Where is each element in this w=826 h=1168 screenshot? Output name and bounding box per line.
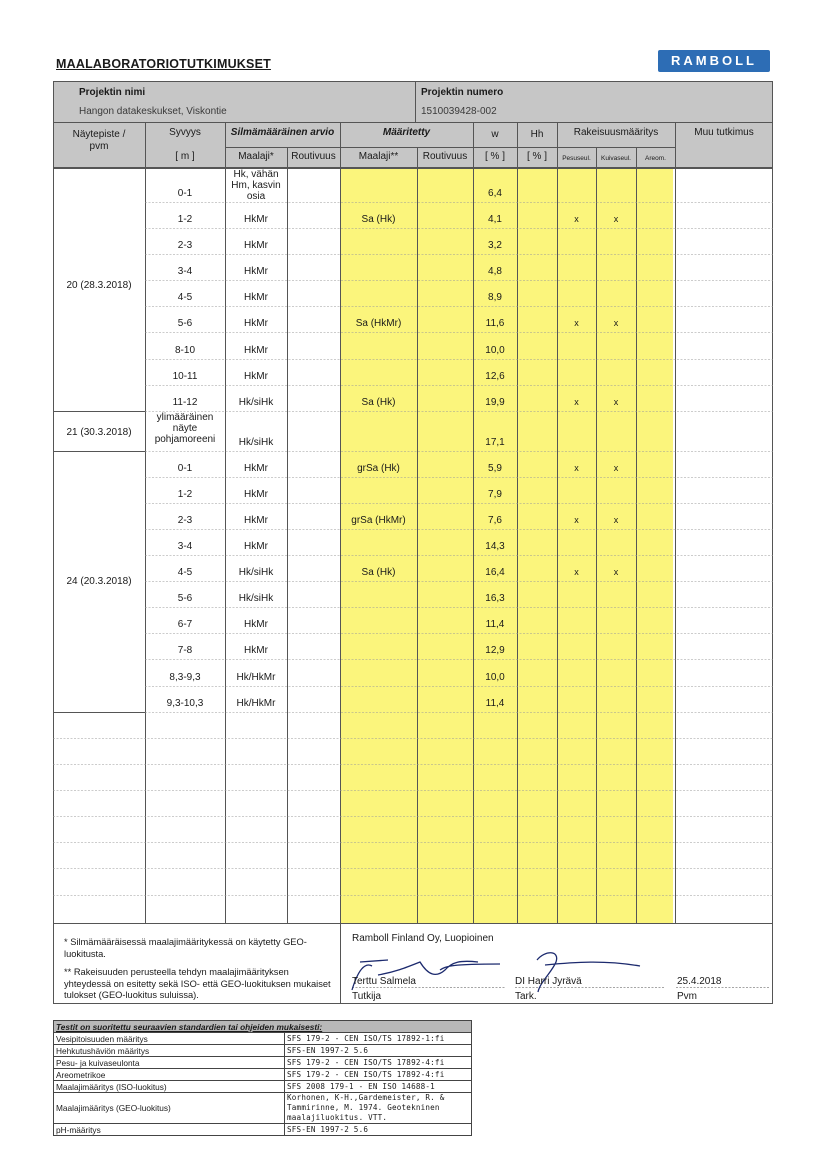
checker-name: DI Harri Jyrävä <box>515 976 582 987</box>
standards-reference: SFS-EN 1997-2 5.6 <box>285 1045 472 1057</box>
standards-reference: SFS-EN 1997-2 5.6 <box>285 1124 472 1136</box>
standards-reference: SFS 179-2 - CEN ISO/TS 17892-4:fi <box>285 1057 472 1069</box>
cell-grain-wash: x <box>574 397 579 407</box>
cell-visual-soil: Hk/HkMr <box>236 698 276 709</box>
col-hh: Hh <box>530 129 544 140</box>
cell-visual-soil: Hk/siHk <box>238 567 274 578</box>
cell-grain-dry: x <box>613 515 619 525</box>
standards-row <box>54 1033 472 1045</box>
col-measured-rout: Routivuus <box>422 151 468 162</box>
cell-visual-soil: HkMr <box>244 318 268 329</box>
cell-grain-wash: x <box>574 463 579 473</box>
cell-w: 17,1 <box>485 437 505 448</box>
col-visual: Silmämääräinen arvio <box>230 127 335 138</box>
cell-grain-dry: x <box>613 463 619 473</box>
footnote-visual: * Silmämääräisessä maalajimääritykessä on käytetty GEO-luokitusta. <box>64 937 307 959</box>
project-number-label: Projektin numero <box>421 87 504 98</box>
col-visual-soil: Maalaji* <box>238 151 274 162</box>
col-depth: Syvyys <box>169 127 201 138</box>
col-grain: Rakeisuusmääritys <box>573 127 659 138</box>
cell-w: 4,8 <box>488 266 502 277</box>
cell-grain-wash: x <box>574 515 579 525</box>
cell-w: 7,9 <box>488 489 502 500</box>
standards-row <box>54 1093 472 1124</box>
standards-title-row <box>54 1021 472 1033</box>
standards-reference: Korhonen, K-H.,Gardemeister, R. & Tammirinne, M. 1974. Geotekninen maalajiluokitus. VTT. <box>285 1093 472 1124</box>
cell-grain-wash: x <box>574 318 579 328</box>
cell-visual-soil: HkMr <box>244 345 268 356</box>
col-measured-soil: Maalaji** <box>358 151 399 162</box>
cell-w: 12,9 <box>485 645 505 656</box>
cell-grain-wash: x <box>574 214 579 224</box>
cell-grain-dry: x <box>613 318 619 328</box>
cell-depth: 8-10 <box>174 345 195 356</box>
cell-w: 4,1 <box>488 214 502 225</box>
project-number: 1510039428-002 <box>421 106 497 117</box>
group-label: 20 (28.3.2018) <box>66 280 132 291</box>
col-measured: Määritetty <box>382 127 431 138</box>
cell-visual-soil: HkMr <box>244 645 268 656</box>
standards-test: Maalajimääritys (ISO-luokitus) <box>54 1081 285 1093</box>
group-label: 21 (30.3.2018) <box>66 427 132 438</box>
standards-row <box>54 1069 472 1081</box>
cell-visual-soil: HkMr <box>244 515 268 526</box>
cell-visual-soil: HkMr <box>244 214 268 225</box>
cell-grain-dry: x <box>613 214 619 224</box>
cell-visual-soil: HkMr <box>244 292 268 303</box>
standards-test: Hehkutushäviön määritys <box>54 1045 285 1057</box>
cell-w: 12,6 <box>485 371 505 382</box>
standards-test: Pesu- ja kuivaseulonta <box>54 1057 285 1069</box>
standards-test: Areometrikoe <box>54 1069 285 1081</box>
cell-visual-soil: Hk/siHk <box>238 397 274 408</box>
cell-visual-soil: HkMr <box>244 371 268 382</box>
cell-depth: 8,3-9,3 <box>169 672 201 683</box>
standards-title: Testit on suoritettu seuraavien standardien tai ohjeiden mukaisesti: <box>54 1021 472 1033</box>
col-other: Muu tutkimus <box>694 127 754 138</box>
cell-depth: 2-3 <box>177 240 193 251</box>
cell-w: 3,2 <box>488 240 502 251</box>
cell-w: 10,0 <box>485 345 505 356</box>
cell-w: 11,4 <box>485 619 505 630</box>
cell-depth: 6-7 <box>177 619 193 630</box>
cell-measured-soil: Sa (HkMr) <box>355 318 402 329</box>
cell-depth: ylimääräinen näyte pohjamoreeni <box>154 412 216 445</box>
cell-w: 11,6 <box>485 318 505 329</box>
col-visual-rout: Routivuus <box>291 151 336 162</box>
cell-depth: 2-3 <box>177 515 193 526</box>
cell-depth: 3-4 <box>177 266 193 277</box>
standards-reference: SFS 179-2 - CEN ISO/TS 17892-4:fi <box>285 1069 472 1081</box>
standards-test: Maalajimääritys (GEO-luokitus) <box>54 1093 285 1124</box>
col-grain-dry: Kuivaseul. <box>601 155 631 162</box>
col-sample-point: Näytepiste / <box>72 129 126 140</box>
researcher-name: Terttu Salmela <box>352 976 416 987</box>
cell-visual-soil: HkMr <box>244 463 268 474</box>
cell-visual-soil: Hk, vähän Hm, kasvin osia <box>231 169 281 202</box>
cell-visual-soil: HkMr <box>244 266 268 277</box>
checker-role: Tark. <box>515 991 537 1002</box>
cell-grain-wash: x <box>574 567 579 577</box>
cell-w: 6,4 <box>488 188 502 199</box>
standards-reference: SFS 179-2 - CEN ISO/TS 17892-1:fi <box>285 1033 472 1045</box>
cell-w: 14,3 <box>485 541 505 552</box>
standards-reference: SFS 2008 179-1 - EN ISO 14688-1 <box>285 1081 472 1093</box>
cell-visual-soil: HkMr <box>244 619 268 630</box>
cell-depth: 1-2 <box>177 489 193 500</box>
cell-visual-soil: Hk/siHk <box>238 437 274 448</box>
cell-w: 8,9 <box>488 292 502 303</box>
standards-row <box>54 1124 472 1136</box>
cell-w: 11,4 <box>485 698 505 709</box>
company-name: Ramboll Finland Oy, Luopioinen <box>352 933 494 944</box>
standards-row <box>54 1045 472 1057</box>
researcher-role: Tutkija <box>352 991 382 1002</box>
cell-visual-soil: HkMr <box>244 489 268 500</box>
col-w-unit: [ % ] <box>484 151 505 162</box>
cell-w: 5,9 <box>488 463 502 474</box>
cell-w: 19,9 <box>485 397 505 408</box>
cell-w: 16,3 <box>485 593 505 604</box>
group-label: 24 (20.3.2018) <box>66 576 132 587</box>
cell-depth: 4-5 <box>177 292 193 303</box>
project-name-label: Projektin nimi <box>79 87 146 98</box>
cell-visual-soil: Hk/HkMr <box>236 672 276 683</box>
col-grain-areo: Areom. <box>645 155 666 162</box>
cell-measured-soil: Sa (Hk) <box>361 397 396 408</box>
col-w: w <box>491 129 499 140</box>
cell-depth: 3-4 <box>177 541 193 552</box>
standards-row <box>54 1081 472 1093</box>
standards-table <box>53 1020 472 1136</box>
cell-depth: 4-5 <box>177 567 193 578</box>
signature-date-label: Pvm <box>677 991 697 1002</box>
cell-measured-soil: grSa (HkMr) <box>351 515 406 526</box>
cell-depth: 11-12 <box>172 397 198 408</box>
cell-measured-soil: Sa (Hk) <box>361 214 396 225</box>
standards-test: Vesipitoisuuden määritys <box>54 1033 285 1045</box>
cell-w: 7,6 <box>488 515 502 526</box>
col-depth-unit: [ m ] <box>175 151 195 162</box>
standards-row <box>54 1057 472 1069</box>
col-grain-wash: Pesuseul. <box>562 155 591 162</box>
cell-visual-soil: HkMr <box>244 541 268 552</box>
document-title: MAALABORATORIOTUTKIMUKSET <box>56 57 271 71</box>
footnote-measured: ** Rakeisuuden perusteella tehdyn maalajimäärityksen yhteydessä on esitetty sekä ISO- että GEO-luokituksen mukaiset tulokset (GEO-luokitus suluissa). <box>64 967 331 1000</box>
cell-depth: 1-2 <box>177 214 193 225</box>
cell-measured-soil: Sa (Hk) <box>361 567 396 578</box>
cell-depth: 0-1 <box>177 188 193 199</box>
cell-depth: 7-8 <box>177 645 193 656</box>
project-name: Hangon datakeskukset, Viskontie <box>79 106 227 117</box>
col-sample-date: pvm <box>89 141 109 152</box>
signature-date: 25.4.2018 <box>677 976 722 987</box>
cell-grain-dry: x <box>613 567 619 577</box>
col-hh-unit: [ % ] <box>526 151 547 162</box>
cell-depth: 10-11 <box>172 371 198 382</box>
cell-visual-soil: HkMr <box>244 240 268 251</box>
cell-depth: 0-1 <box>177 463 193 474</box>
cell-depth: 9,3-10,3 <box>166 698 204 709</box>
cell-grain-dry: x <box>613 397 619 407</box>
ramboll-logo: RAMBOLL <box>658 50 770 72</box>
cell-w: 16,4 <box>485 567 505 578</box>
standards-test: pH-määritys <box>54 1124 285 1136</box>
cell-w: 10,0 <box>485 672 505 683</box>
cell-depth: 5-6 <box>177 593 193 604</box>
cell-measured-soil: grSa (Hk) <box>357 463 400 474</box>
cell-depth: 5-6 <box>177 318 193 329</box>
cell-visual-soil: Hk/siHk <box>238 593 274 604</box>
